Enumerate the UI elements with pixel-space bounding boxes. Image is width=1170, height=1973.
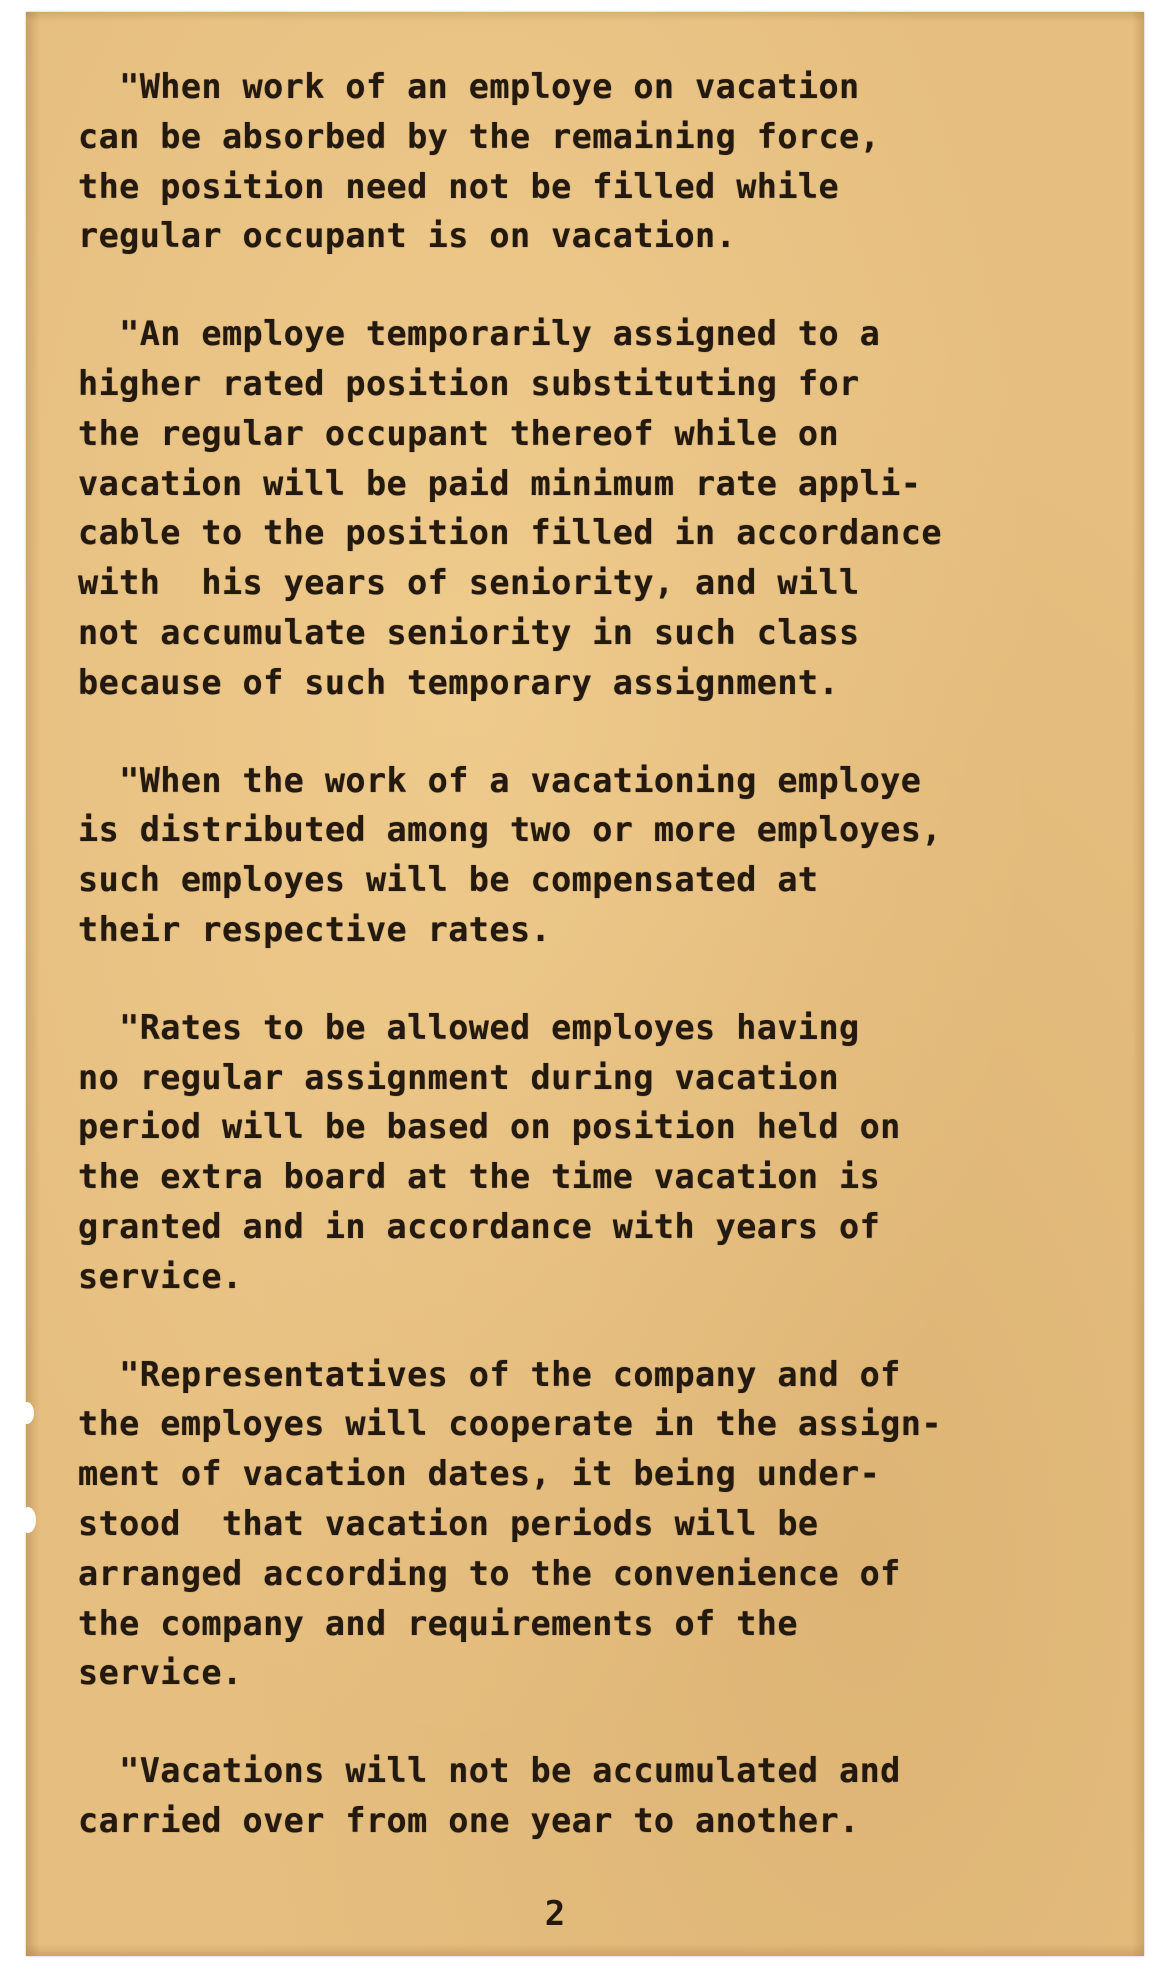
text-line: "When the work of a vacationing employe [78, 760, 922, 800]
text-line: regular occupant is on vacation. [78, 216, 737, 256]
paragraph [78, 756, 1138, 955]
text-line: service. [78, 1653, 243, 1693]
text-line: stood that vacation periods will be [78, 1503, 819, 1543]
page-number: 2 [544, 1894, 566, 1934]
text-line: granted and in accordance with years of [78, 1206, 881, 1246]
text-line: the extra board at the time vacation is [78, 1157, 881, 1197]
text-line: "Vacations will not be accumulated and [78, 1751, 901, 1791]
punch-hole [20, 1402, 34, 1424]
text-line: no regular assignment during vacation [78, 1057, 840, 1097]
text-line: their respective rates. [78, 909, 552, 949]
paragraph [78, 62, 1138, 261]
paragraph [78, 1350, 1138, 1699]
text-line: "An employe temporarily assigned to a [78, 314, 881, 354]
paragraph [78, 1746, 1138, 1846]
text-line: vacation will be paid minimum rate appli- [78, 463, 922, 503]
text-line: carried over from one year to another. [78, 1800, 860, 1840]
text-line: such employes will be compensated at [78, 860, 819, 900]
text-line: service. [78, 1256, 243, 1296]
typed-text-body [78, 62, 1138, 1894]
text-line: the company and requirements of the [78, 1603, 798, 1643]
paper-sheet [26, 12, 1144, 1956]
text-line: higher rated position substituting for [78, 363, 860, 403]
text-line: not accumulate seniority in such class [78, 612, 860, 652]
text-line: the employes will cooperate in the assign- [78, 1404, 942, 1444]
text-line: "Representatives of the company and of [78, 1354, 901, 1394]
paragraph [78, 309, 1138, 707]
text-line: arranged according to the convenience of [78, 1553, 901, 1593]
text-line: can be absorbed by the remaining force, [78, 116, 881, 156]
text-line: is distributed among two or more employes, [78, 810, 942, 850]
text-line: "Rates to be allowed employes having [78, 1007, 860, 1047]
text-line: "When work of an employe on vacation [78, 67, 860, 106]
text-line: ment of vacation dates, it being under- [78, 1454, 881, 1494]
punch-hole [20, 1507, 36, 1533]
text-line: with his years of seniority, and will [78, 563, 860, 603]
paragraph [78, 1003, 1138, 1302]
text-line: cable to the position filled in accordance [78, 513, 942, 553]
text-line: the regular occupant thereof while on [78, 413, 840, 453]
text-line: the position need not be filled while [78, 166, 840, 206]
text-line: period will be based on position held on [78, 1107, 901, 1147]
text-line: because of such temporary assignment. [78, 662, 840, 702]
